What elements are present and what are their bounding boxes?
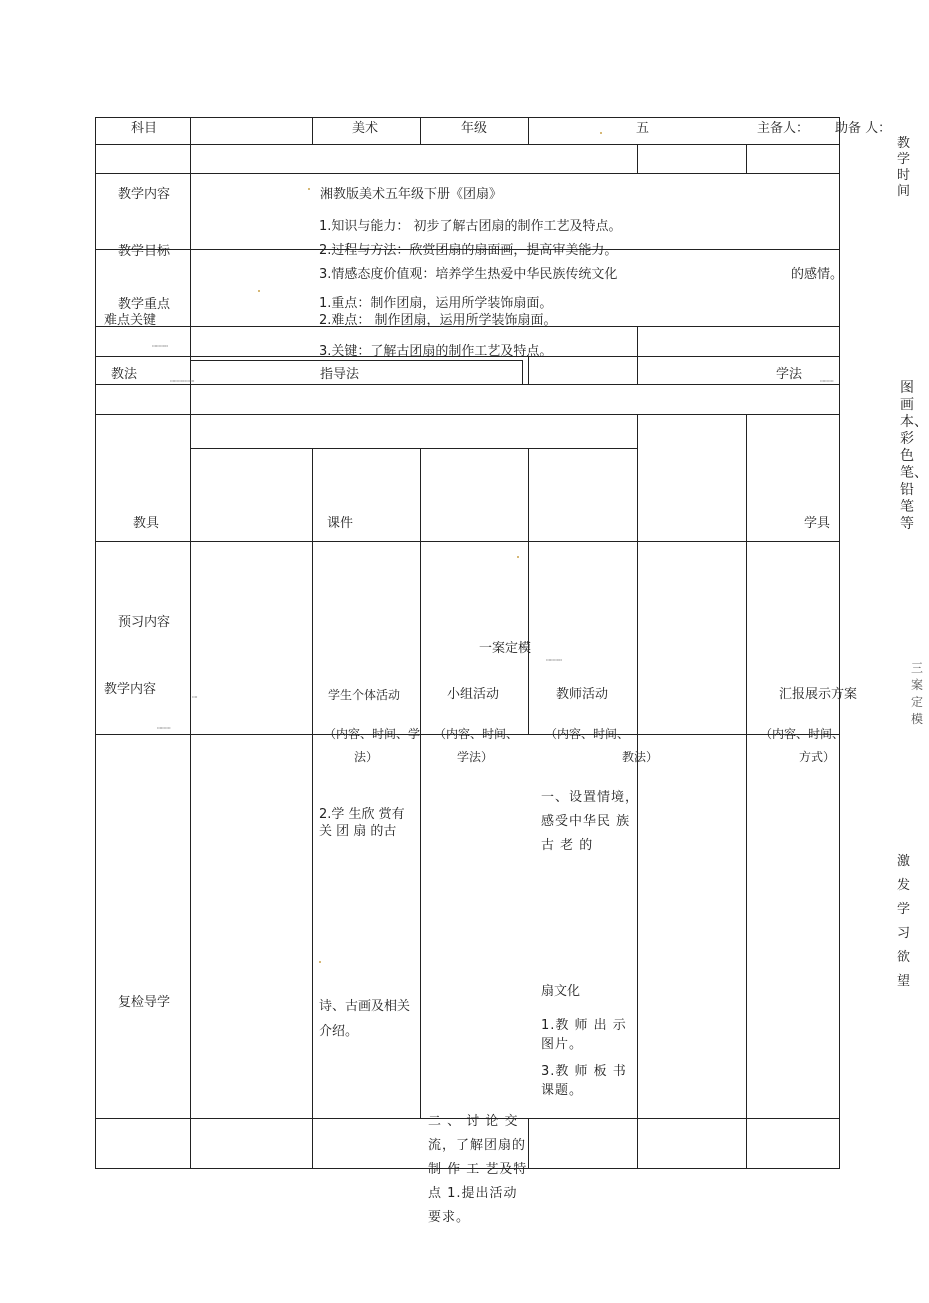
scan-artifact [258,290,260,292]
individual-activity-sub-2: 法） [354,750,379,764]
scan-artifact: ▫▫▫▫▫ [157,725,171,730]
teacher-item-3: 3.教 师 板 书课题。 [541,1064,627,1098]
study-tools-value: 图画本、彩色笔、铅笔等 [900,380,928,532]
preview-label: 预习内容 [118,615,171,630]
student-activity-text-2: 诗、古画及相关介绍。 [319,999,411,1039]
scan-artifact: ▫▫▫▫▫▫ [546,657,563,662]
grade-value: 五 [636,121,650,136]
group-activity-sub-2: 学法） [457,750,494,764]
discussion-text: 二 、 讨 论 交流，了解团扇的 制 作 工 艺及特点 1.提出活动要求。 [428,1114,528,1225]
key-points-label-2: 难点关键 [104,313,157,328]
group-activity-sub: （内容、时间、 [434,727,519,741]
objective-item: 1.知识与能力： 初步了解古团扇的制作工艺及特点。 [319,219,622,234]
report-plan-sub: （内容、时间、 [760,727,845,741]
scan-artifact: ▫▫▫▫▫▫▫▫▫ [170,378,195,383]
content-label-2: 教学内容 [104,682,157,697]
teacher-activity-text: 一、设置情境，感受中华民 族 古 老 的 [541,790,640,853]
scan-artifact [600,132,602,134]
key-point-item: 1.重点：制作团扇，运用所学装饰扇面。 [319,296,553,311]
report-plan-sub-2: 方式） [799,750,836,764]
method-value: 指导法 [320,367,360,382]
scan-artifact: ▫▫▫▫▫ [820,378,834,383]
subject-label: 科目 [131,121,158,136]
scan-artifact [308,188,310,190]
model-side-text: 三案定模 [911,661,924,726]
assistant-preparer-label: 助备 人： [835,121,892,136]
scan-artifact: ▫▫▫▫▫▫ [152,343,169,348]
teacher-item-1: 1.教 师 出 示图片。 [541,1018,627,1052]
teaching-time-label: 教学时间 [897,136,911,199]
method-label: 教法 [111,367,138,382]
objectives-label: 教学目标 [118,244,171,259]
teacher-activity-sub-2: 教法） [622,750,659,764]
key-point-item: 3.关键：了解古团扇的制作工艺及特点。 [319,344,553,359]
lead-preparer-label: 主备人： [757,121,810,136]
report-plan-header: 汇报展示方案 [779,687,858,702]
teacher-activity-header: 教师活动 [556,687,609,702]
individual-activity-sub: （内容、时间、学 [324,727,421,741]
student-activity-text: 2.学 生欣 赏有关 团 扇 的古 [319,807,405,839]
content-value: 湘教版美术五年级下册《团扇》 [320,187,503,202]
key-point-item: 2.难点： 制作团扇，运用所学装饰扇面。 [319,313,557,328]
subject-value: 美术 [352,121,379,136]
objective-item: 2.过程与方法：欣赏团扇的扇面画，提高审美能力。 [319,243,618,258]
scan-artifact [319,961,321,963]
teacher-activity-sub: （内容、时间、 [545,727,630,741]
scan-artifact: ▫▫ [192,694,198,699]
objective-item: 的感情。 [791,267,844,282]
teacher-activity-text-2: 扇文化 [541,984,581,999]
tools-label: 教具 [133,516,160,531]
key-points-label: 教学重点 [118,297,171,312]
content-label: 教学内容 [118,187,171,202]
review-side-text: 激发学习欲望 [897,854,911,989]
scan-artifact [517,556,519,558]
grade-label: 年级 [461,121,488,136]
tools-value: 课件 [327,516,354,531]
group-activity-header: 小组活动 [447,687,500,702]
objective-item: 3.情感态度价值观：培养学生热爱中华民族传统文化 [319,267,618,282]
individual-activity-header: 学生个体活动 [328,688,401,702]
model-title: 一案定模 [479,641,532,656]
review-label: 复检导学 [118,995,171,1010]
study-method-label: 学法 [776,367,803,382]
study-tools-label: 学具 [804,516,831,531]
